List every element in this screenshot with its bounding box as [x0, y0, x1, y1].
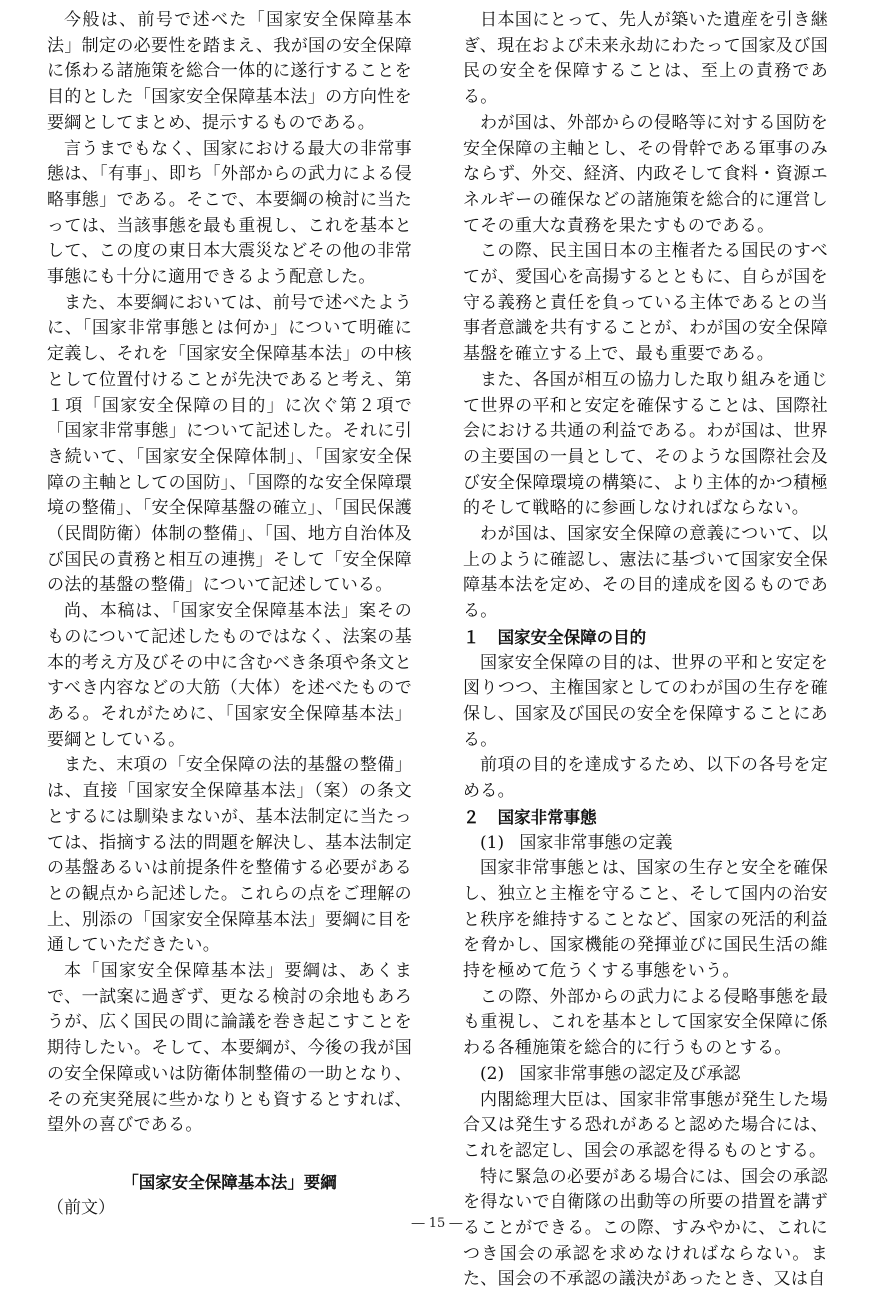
paragraph: 特に緊急の必要がある場合には、国会の承認を得ないで自衛隊の出動等の所要の措置を講ずることができる。この際、すみやかに、これにつき国会の承認を求めなければならない。また、国会の不承認の議決があったとき、又は自 — [463, 1166, 828, 1290]
paragraph: わが国は、外部からの侵略等に対する国防を安全保障の主軸とし、その骨幹である軍事のみならず、外交、経済、内政そして食料・資源エネルギーの確保などの諸施策を総合的に運営してその重大な責務を果たすものである。 — [463, 112, 828, 236]
section-heading — [463, 805, 828, 831]
paragraph: また、本要綱においては、前号で述べたように、「国家非常事態とは何か」について明確に定義し、それを「国家安全保障基本法」の中核として位置付けることが先決であると考え、第１項「国家安全保障の目的」に次ぐ第２項で「国家非常事態」について記述した。それに引き続いて、「国家安全保障体制」、「国家安全保障の主軸としての国防」、「国際的な安全保障環境の整備」、「安全保障基盤の確立」、「国民保護（民間防衛）体制の整備」、「国、地方自治体及び国民の責務と相互の連携」そして「安全保障の法的基盤の整備」について記述している。 — [47, 292, 412, 596]
paragraph: また、末項の「安全保障の法的基盤の整備」は、直接「国家安全保障基本法」（案）の条文とするには馴染まないが、基本法制定に当たっては、指摘する法的問題を解決し、基本法制定の基盤あるいは前提条件を整備する必要があるとの観点から記述した。これらの点をご理解の上、別添の「国家安全保障基本法」要綱に目を通していただきたい。 — [47, 755, 412, 956]
subsection-title: 国家非常事態の認定及び承認 — [519, 1063, 741, 1084]
paragraph: この際、外部からの武力による侵略事態を最も重視し、これを基本として国家安全保障に係わる各種施策を総合的に行うものとする。 — [463, 986, 828, 1059]
section-heading — [463, 625, 828, 651]
paragraph: また、各国が相互の協力した取り組みを通じて世界の平和と安定を確保することは、国際社会における共通の利益である。わが国は、世界の主要国の一員として、そのような国際社会及び安全保障環境の構築に、より主体的かつ積極的そして戦略的に参画しなければならない。 — [463, 369, 828, 519]
left-column — [47, 8, 412, 1221]
paragraph: 言うまでもなく、国家における最大の非常事態は、「有事」、即ち「外部からの武力による侵略事態」である。そこで、本要綱の検討に当たっては、当該事態を最も重視し、これを基本として、この度の東日本大震災などその他の非常事態にも十分に適用できるよう配意した。 — [47, 138, 412, 288]
paragraph: 国家安全保障の目的は、世界の平和と安定を図りつつ、主権国家としてのわが国の生存を確保し、国家及び国民の安全を保障することにある。 — [463, 652, 828, 750]
paragraph: わが国は、国家安全保障の意義について、以上のように確認し、憲法に基づいて国家安全保障基本法を定め、その目的達成を図るものである。 — [463, 524, 828, 622]
outline-title: 「国家安全保障基本法」要綱 — [122, 1172, 337, 1192]
paragraph: 尚、本稿は、「国家安全保障基本法」案そのものについて記述したものではなく、法案の基本的考え方及びその中に含むべき条項や条文とすべき内容などの大筋（大体）を述べたものである。それがために、「国家安全保障基本法」要綱としている。 — [47, 601, 412, 750]
paragraph: 本「国家安全保障基本法」要綱は、あくまで、一試案に過ぎず、更なる検討の余地もあろうが、広く国民の間に論議を巻き起こすことを期待したい。そして、本要綱が、今後の我が国の安全保障或いは防衛体制整備の一助となり、その充実発展に些かなりとも資するとすれば、望外の喜びである。 — [47, 961, 412, 1136]
subsection-number: (2) — [480, 1063, 505, 1084]
section-number: ２ — [463, 807, 480, 827]
paragraph: 今般は、前号で述べた「国家安全保障基本法」制定の必要性を踏まえ、我が国の安全保障に係わる諸施策を総合一体的に遂行することを目的とした「国家安全保障基本法」の方向性を要綱としてまとめ、提示するものである。 — [47, 10, 412, 133]
subsection-heading — [463, 831, 828, 857]
section-title: 国家安全保障の目的 — [497, 627, 647, 647]
section-title: 国家非常事態 — [497, 807, 597, 827]
subsection-heading — [463, 1062, 828, 1088]
section-number: １ — [463, 627, 480, 647]
paragraph: 内閣総理大臣は、国家非常事態が発生した場合又は発生する恐れがあると認めた場合には、これを認定し、国会の承認を得るものとする。 — [463, 1089, 828, 1161]
page-number: ― 15 ― — [411, 1216, 463, 1231]
preamble-label: （前文） — [47, 1197, 115, 1218]
right-column — [463, 8, 828, 1293]
paragraph: 国家非常事態とは、国家の生存と安全を確保し、独立と主権を守ること、そして国内の治安と秩序を維持することなど、国家の死活的利益を脅かし、国家機能の発揮並びに国民生活の維持を極めて危うくする事態をいう。 — [463, 858, 828, 982]
paragraph: 前項の目的を達成するため、以下の各号を定める。 — [463, 755, 828, 802]
subsection-number: (1) — [480, 832, 505, 853]
subsection-title: 国家非常事態の定義 — [519, 832, 673, 853]
paragraph: 日本国にとって、先人が築いた遺産を引き継ぎ、現在および未来永劫にわたって国家及び国民の安全を保障することは、至上の責務である。 — [463, 10, 828, 108]
paragraph: この際、民主国日本の主権者たる国民のすべてが、愛国心を高揚するとともに、自らが国を守る義務と責任を負っている主体であるとの当事者意識を共有することが、わが国の安全保障基盤を確立する上で、最も重要である。 — [463, 241, 828, 365]
